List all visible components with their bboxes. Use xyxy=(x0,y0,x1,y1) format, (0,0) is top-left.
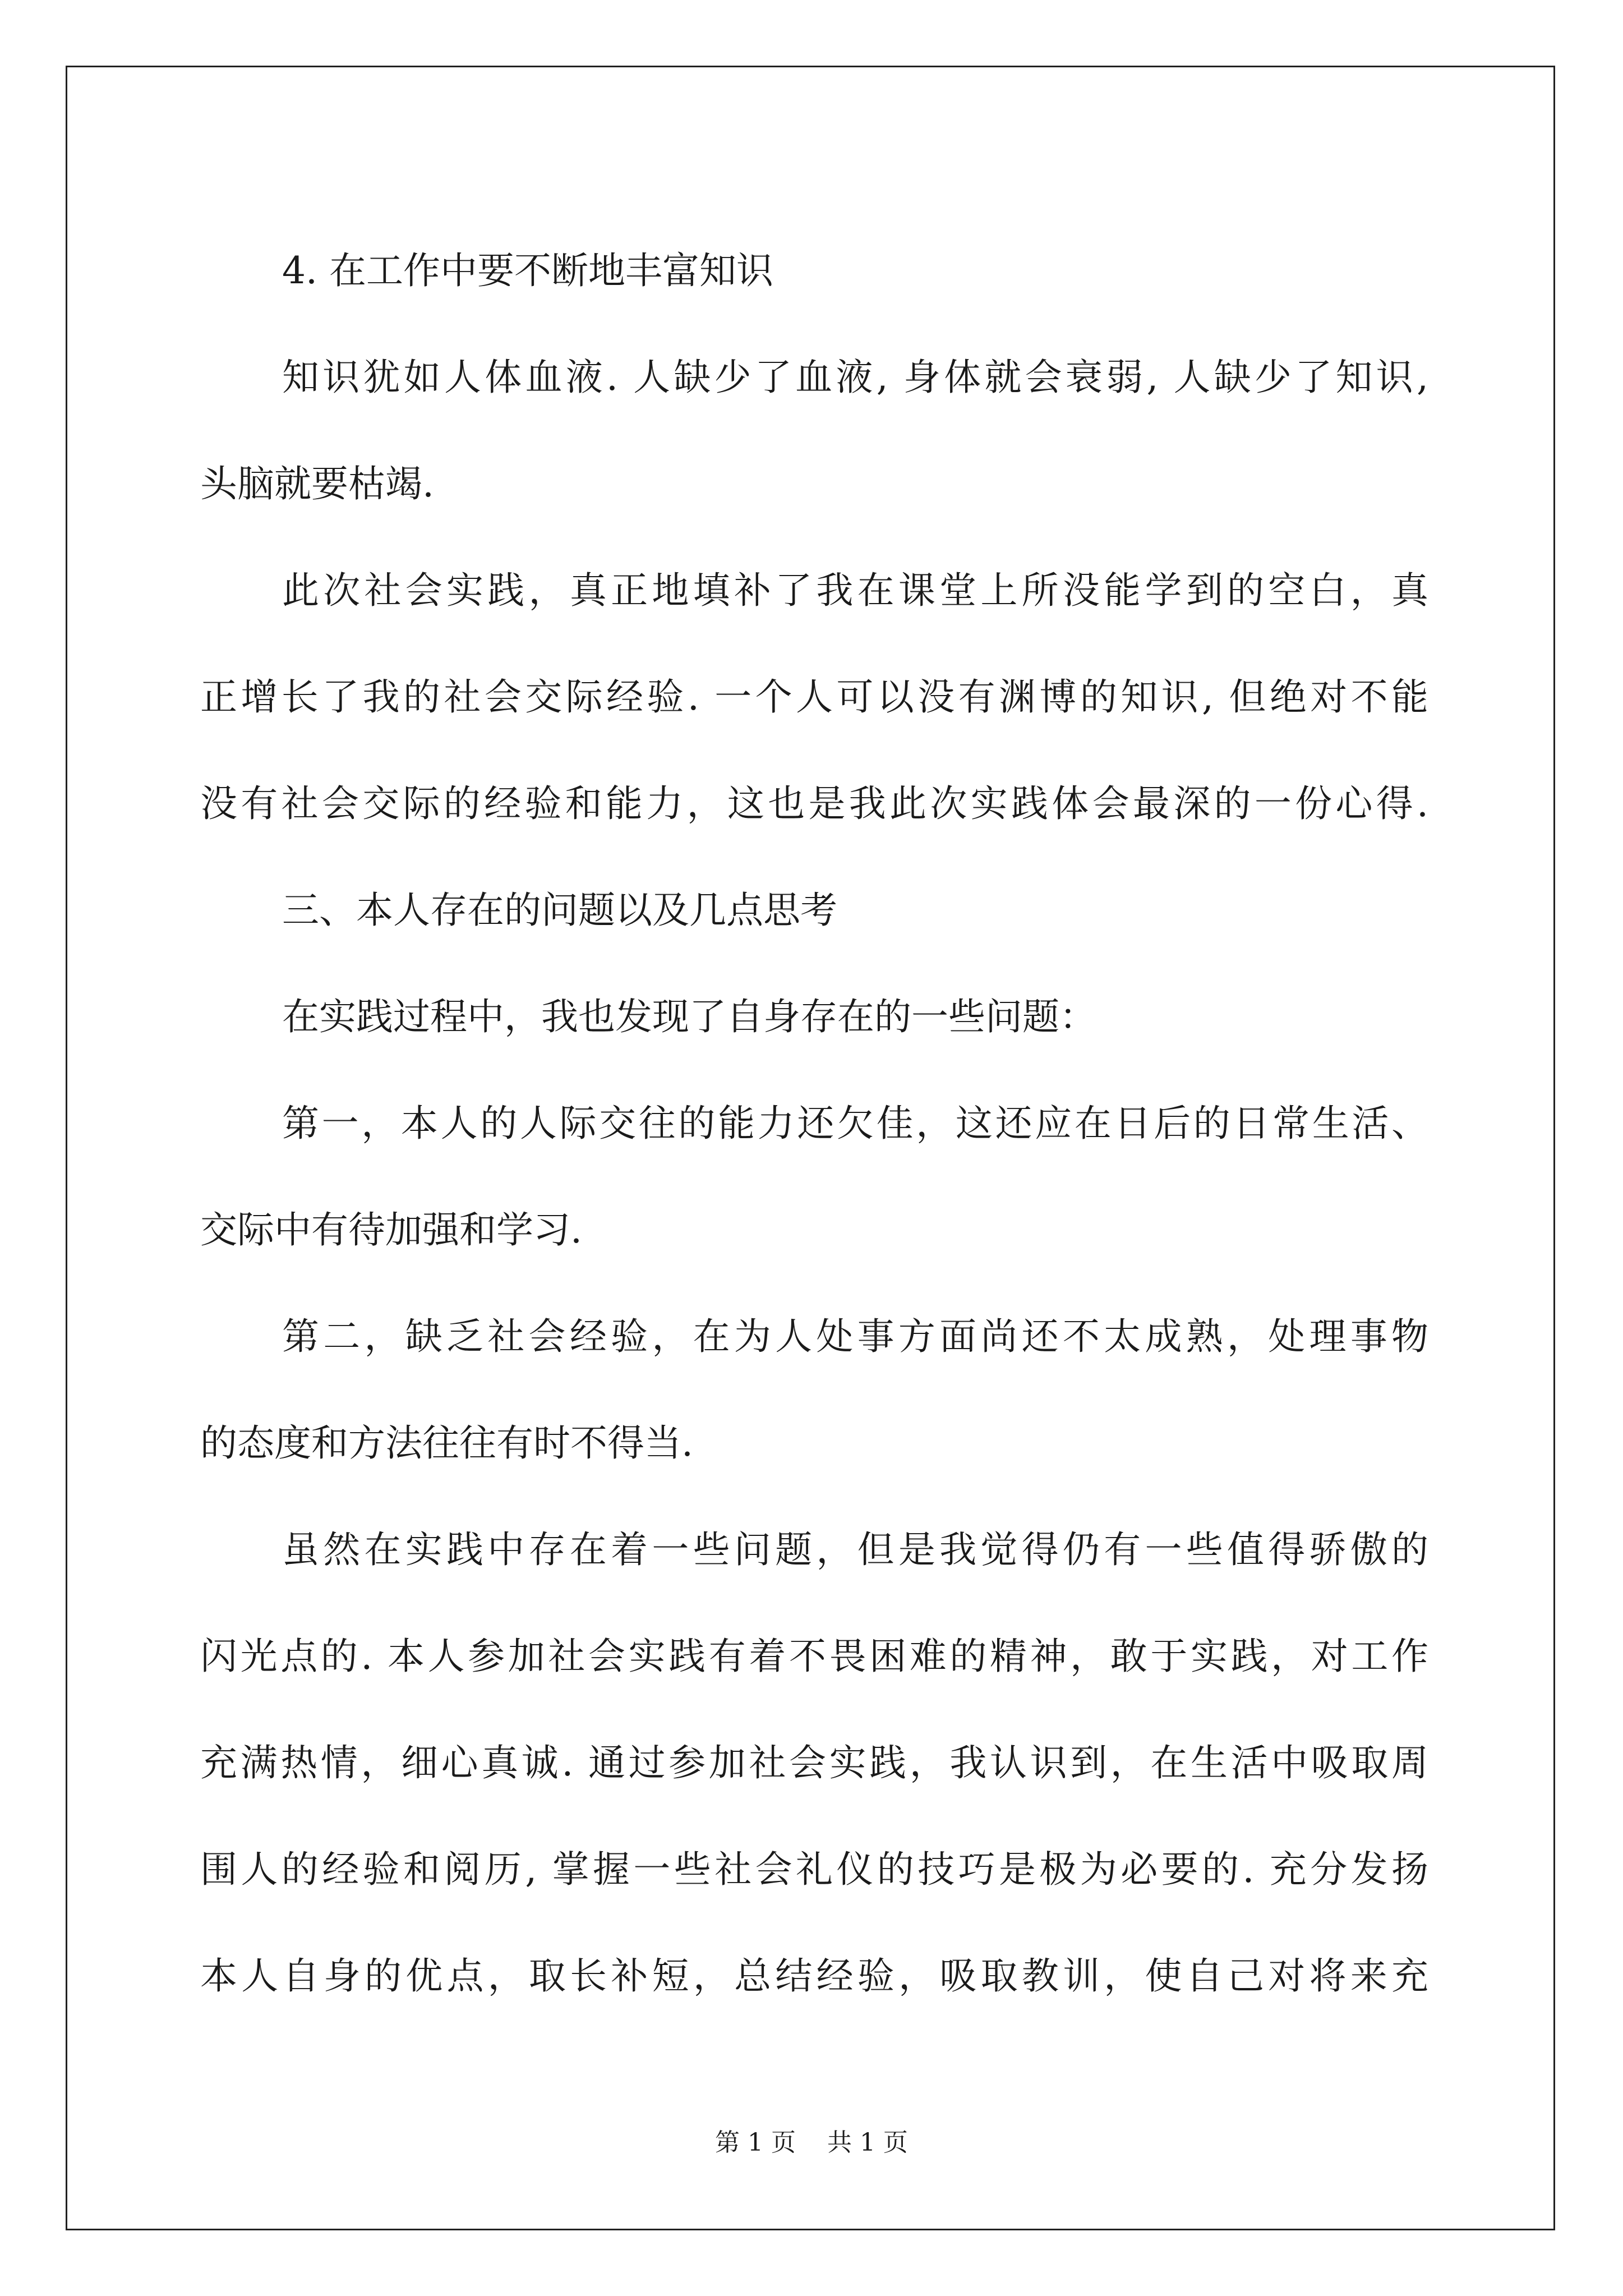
paragraph-6 xyxy=(200,1283,1428,1497)
document-body xyxy=(200,218,1428,2030)
paragraph-2 xyxy=(200,324,1428,537)
paragraph-3 xyxy=(200,537,1428,857)
page-footer: 第 1 页 共 1 页 xyxy=(715,2128,908,2157)
text-line: 头脑就要枯竭. xyxy=(200,462,434,505)
text-line: 围人的经验和阅历, 掌握一些社会礼仪的技巧是极为必要的. 充分发扬 xyxy=(200,1848,1428,1891)
paragraph-7 xyxy=(200,1497,1428,2030)
text-line: 此次社会实践，真正地填补了我在课堂上所没能学到的空白，真 xyxy=(282,569,1428,612)
text-line: 第一，本人的人际交往的能力还欠佳，这还应在日后的日常生活、 xyxy=(282,1102,1428,1145)
paragraph-4 xyxy=(200,964,1428,1070)
text-line: 三、本人存在的问题以及几点思考 xyxy=(282,889,837,932)
paragraph-5 xyxy=(200,1070,1428,1283)
text-line: 交际中有待加强和学习. xyxy=(200,1208,582,1251)
text-line: 正增长了我的社会交际经验. 一个人可以没有渊博的知识, 但绝对不能 xyxy=(200,675,1428,719)
text-line: 虽然在实践中存在着一些问题，但是我觉得仍有一些值得骄傲的 xyxy=(282,1528,1428,1571)
text-line: 没有社会交际的经验和能力，这也是我此次实践体会最深的一份心得. xyxy=(200,782,1428,825)
text-line: 在实践过程中，我也发现了自身存在的一些问题： xyxy=(282,995,1096,1038)
text-line: 闪光点的. 本人参加社会实践有着不畏困难的精神，敢于实践，对工作 xyxy=(200,1635,1428,1678)
text-line: 充满热情，细心真诚. 通过参加社会实践，我认识到，在生活中吸取周 xyxy=(200,1741,1428,1784)
text-line: 第二，缺乏社会经验，在为人处事方面尚还不太成熟，处理事物 xyxy=(282,1315,1428,1358)
text-line: 4. 在工作中要不断地丰富知识 xyxy=(282,249,773,292)
text-line: 知识犹如人体血液. 人缺少了血液, 身体就会衰弱, 人缺少了知识, xyxy=(282,356,1428,399)
text-line: 的态度和方法往往有时不得当. xyxy=(200,1421,693,1465)
text-line: 本人自身的优点，取长补短，总结经验，吸取教训，使自己对将来充 xyxy=(200,1954,1428,1998)
paragraph-1 xyxy=(200,218,1428,324)
section-heading-3 xyxy=(200,857,1428,964)
